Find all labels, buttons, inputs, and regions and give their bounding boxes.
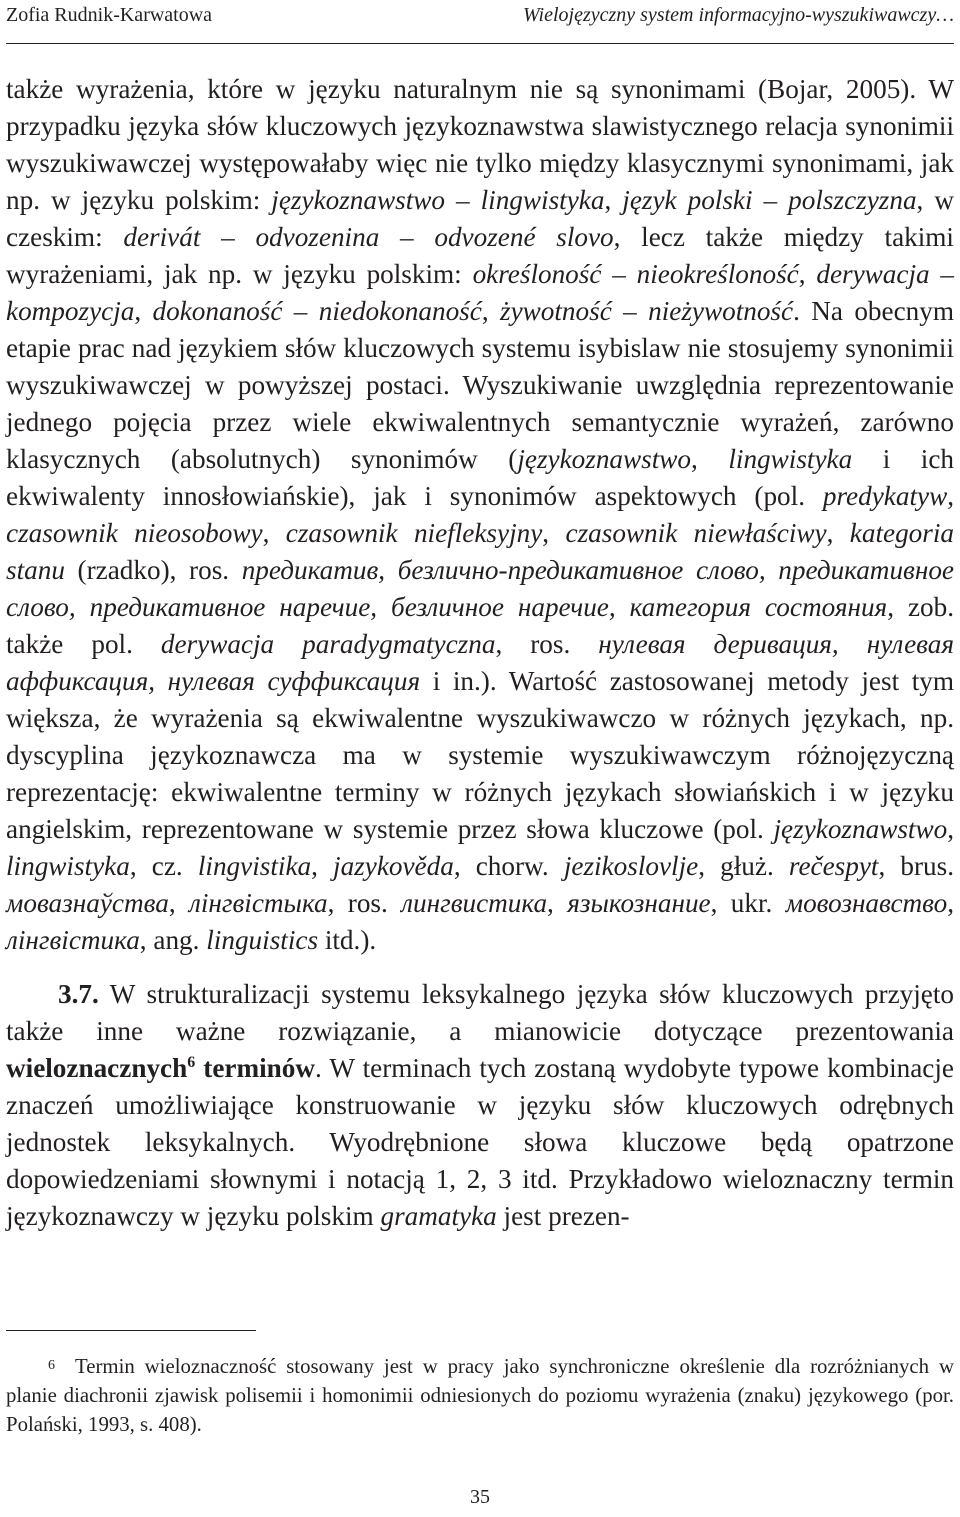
text-run: ,	[691, 444, 729, 474]
text-run: , ros.	[495, 629, 599, 659]
italic-term: predykatyw	[822, 481, 948, 511]
text-run: i in.). Wartość zastosowanej metody jest tym większa, że wyrażenia są ekwiwalentne wyszukiwawczo w różnych językach, np. dyscyplina językoznawcza ma w systemie wyszukiwawczym różnojęzyczną reprezentację: ekwiwalentne terminy w różnych językach słowiańskich i w języku angielskim, reprezentowane w systemie przez słowa kluczowe (pol.	[6, 666, 954, 844]
bold-term: wieloznacznych	[6, 1053, 188, 1083]
italic-term: językoznawstwo	[773, 814, 948, 844]
text-run: , zob. także pol.	[6, 592, 954, 659]
body-text	[6, 71, 954, 1235]
text-run: ,	[947, 481, 954, 511]
italic-term: мовазнаўства	[6, 888, 169, 918]
text-run: jest prezen-	[496, 1201, 630, 1231]
page-number: 35	[470, 1486, 490, 1508]
italic-term: лингвистика	[401, 888, 548, 918]
italic-term: czasownik niewłaściwy	[565, 518, 827, 548]
italic-term: derivát – odvozenina – odvozené slovo	[123, 222, 614, 252]
italic-term: лінгвістика	[6, 925, 140, 955]
text-run: ,	[168, 888, 189, 918]
section-number: 3.7.	[58, 979, 99, 1009]
italic-term: lingwistyka	[6, 851, 130, 881]
text-run: ,	[481, 296, 500, 326]
text-run: ,	[947, 888, 955, 918]
bold-term: terminów	[195, 1053, 316, 1083]
paragraph-continuation	[6, 71, 954, 959]
text-run: ,	[604, 185, 623, 215]
italic-term: czasownik niefleksyjny	[285, 518, 543, 548]
text-run: ,	[134, 296, 153, 326]
running-header	[6, 4, 954, 30]
header-rule	[6, 43, 954, 44]
italic-term: określoność – nieokreśloność	[472, 259, 799, 289]
italic-term: derywacja paradygmatyczna	[160, 629, 496, 659]
text-run: i ich ekwiwalenty innosłowiańskie), jak i synonimów aspektowych (pol.	[6, 444, 954, 511]
footnote-paragraph	[6, 1352, 954, 1439]
text-run: ,	[311, 851, 334, 881]
text-run: , cz.	[129, 851, 198, 881]
text-run: ,	[947, 814, 954, 844]
italic-term: język polski – polszczyzna	[622, 185, 917, 215]
header-author: Zofia Rudnik-Karwatowa	[6, 4, 213, 26]
text-run: W strukturalizacji systemu leksykalnego języka słów kluczowych przyjęto także inne ważne rozwiązanie, a mianowicie dotyczące prezentowania	[6, 979, 954, 1046]
italic-term: rečespyt	[788, 851, 879, 881]
text-run: . Na obecnym etapie prac nad językiem słów kluczowych systemu isybislaw nie stosujemy synonimii wyszukiwawczej w powyższej postaci. Wyszukiwanie uwzględnia reprezentowanie jednego pojęcia przez wiele ekwiwalentnych semantycznie wyrażeń, zarówno klasycznych (absolutnych) synonimów (	[6, 296, 954, 474]
text-run: także wyrażenia, które w języku naturalnym nie są synonimami (Bojar, 2005). W przypadku języka słów kluczowych językoznawstwa slawistycznego relacja synonimii wyszukiwawczej występowałaby więc nie tylko między klasycznymi synonimami, jak np. w języku polskim:	[6, 74, 954, 215]
italic-term: gramatyka	[380, 1201, 497, 1231]
text-run: , ukr.	[710, 888, 786, 918]
italic-term: мовознавство	[785, 888, 948, 918]
footnote	[6, 1352, 954, 1439]
italic-term: jezikoslovlje	[563, 851, 699, 881]
header-running-title: Wielojęzyczny system informacyjno-wyszukiwawczy…	[522, 4, 954, 26]
italic-term: linguistics	[206, 925, 319, 955]
italic-term: jazykověda	[333, 851, 454, 881]
text-run: , w czeskim:	[6, 185, 954, 252]
text-run: ,	[798, 259, 817, 289]
italic-term: лінгвістыка	[189, 888, 328, 918]
text-run: ,	[826, 518, 850, 548]
text-run: , lecz także między takimi wyrażeniami, jak np. w języku polskim:	[6, 222, 954, 289]
text-run: , chorw.	[453, 851, 564, 881]
text-run: ,	[547, 888, 568, 918]
italic-term: предикатив, безлично-предикативное слово, предикативное слово, предикативное наречие, безличное наречие, категория состояния	[6, 555, 954, 622]
italic-term: lingwistyka	[728, 444, 853, 474]
footnote-number: 6	[48, 1358, 55, 1373]
italic-term: языкознание	[567, 888, 711, 918]
text-run: (rzadko), ros.	[64, 555, 242, 585]
text-run: , brus.	[878, 851, 955, 881]
footnote-rule	[6, 1330, 256, 1331]
text-run: , ros.	[327, 888, 402, 918]
text-run: , głuż.	[698, 851, 789, 881]
text-run: . W terminach tych zostaną wydobyte typowe kombinacje znaczeń umożliwiające konstruowanie w języku słów kluczowych odrębnych jednostek leksykalnych. Wyodrębnione słowa kluczowe będą opatrzone dopowiedzeniami słownymi i notacją 1, 2, 3 itd. Przykładowo wieloznaczny termin językoznawczy w języku polskim	[6, 1053, 954, 1231]
italic-term: językoznawstwo	[517, 444, 692, 474]
italic-term: kategoria stanu	[6, 518, 954, 585]
text-run: , ang.	[139, 925, 207, 955]
italic-term: derywacja – kompozycja	[6, 259, 955, 326]
section-paragraph	[6, 976, 954, 1235]
italic-term: językoznawstwo – lingwistyka	[271, 185, 605, 215]
italic-term: czasownik nieosobowy	[6, 518, 263, 548]
italic-term: dokonaność – niedokonaność	[152, 296, 482, 326]
italic-term: нулевая деривация, нулевая аффиксация, нулевая суффиксация	[6, 629, 954, 696]
footnote-reference[interactable]: 6	[187, 1053, 196, 1071]
italic-term: żywotność – nieżywotność	[500, 296, 794, 326]
text-run: ,	[262, 518, 286, 548]
text-run: itd.).	[318, 925, 377, 955]
footnote-text: Termin wieloznaczność stosowany jest w pracy jako synchroniczne określenie dla rozróżnianych w planie diachronii zjawisk polisemii i homonimii odniesionych do poziomu wyrażenia (znaku) językowego (por. Polański, 1993, s. 408).	[6, 1355, 954, 1436]
text-run: ,	[542, 518, 566, 548]
italic-term: lingvistika	[197, 851, 312, 881]
